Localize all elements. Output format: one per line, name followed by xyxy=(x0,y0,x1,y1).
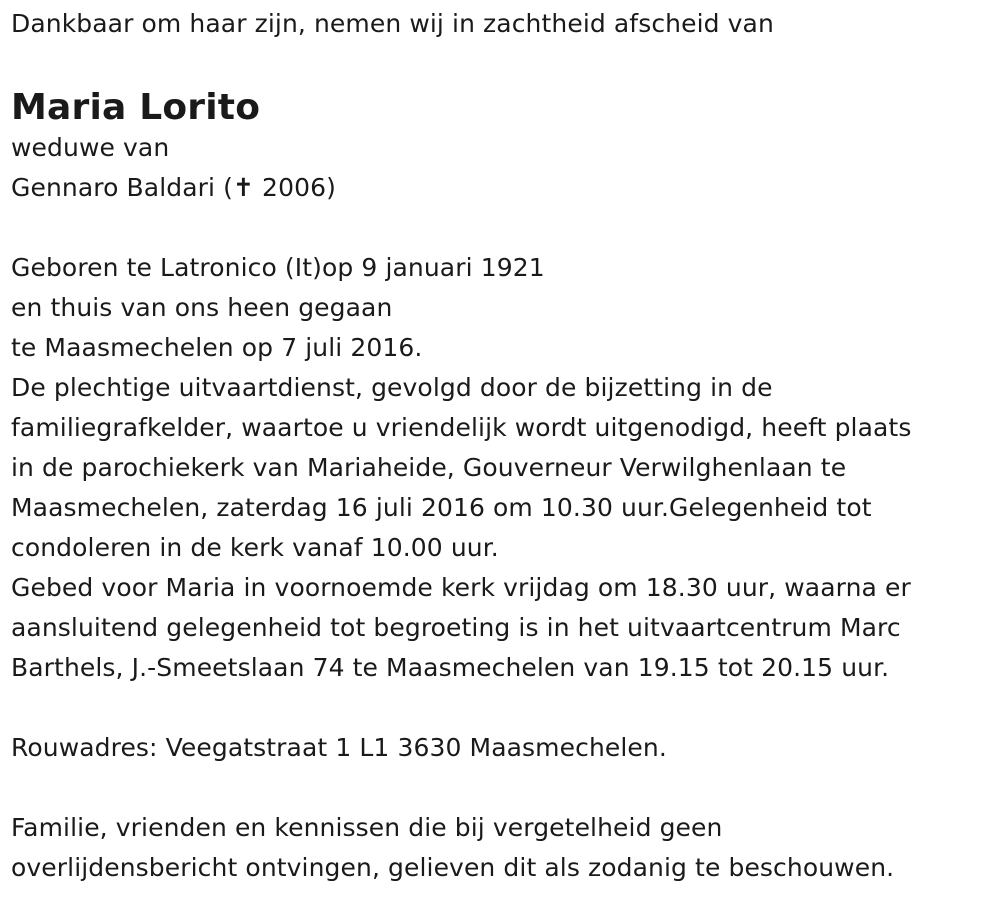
spacer xyxy=(11,688,991,728)
relation-text: weduwe van xyxy=(11,133,170,162)
mourning-address: Rouwadres: Veegatstraat 1 L1 3630 Maasmechelen. xyxy=(11,733,667,762)
deceased-name: Maria Lorito xyxy=(11,87,261,128)
service-line: condoleren in de kerk vanaf 10.00 uur. xyxy=(11,533,499,562)
closing-line: overlijdensbericht ontvingen, gelieven dit als zodanig te beschouwen. xyxy=(11,853,895,882)
death-notice xyxy=(11,4,991,888)
prayer-line: aansluitend gelegenheid tot begroeting is in het uitvaartcentrum Marc xyxy=(11,613,901,642)
spouse-text: Gennaro Baldari (✝ 2006) xyxy=(11,173,336,202)
service-line: in de parochiekerk van Mariaheide, Gouverneur Verwilghenlaan te xyxy=(11,453,847,482)
passing-line: en thuis van ons heen gegaan xyxy=(11,293,393,322)
spacer xyxy=(11,208,991,248)
intro-text: Dankbaar om haar zijn, nemen wij in zachtheid afscheid van xyxy=(11,9,774,38)
service-line: familiegrafkelder, waartoe u vriendelijk wordt uitgenodigd, heeft plaats xyxy=(11,413,912,442)
prayer-block xyxy=(11,568,991,688)
prayer-line: Gebed voor Maria in voornoemde kerk vrijdag om 18.30 uur, waarna er xyxy=(11,573,911,602)
closing-block xyxy=(11,808,991,888)
passing-place-line: te Maasmechelen op 7 juli 2016. xyxy=(11,333,423,362)
prayer-line: Barthels, J.-Smeetslaan 74 te Maasmechelen van 19.15 tot 20.15 uur. xyxy=(11,653,890,682)
birth-death-block xyxy=(11,248,991,368)
service-block xyxy=(11,368,991,568)
service-line: Maasmechelen, zaterdag 16 juli 2016 om 10.30 uur.Gelegenheid tot xyxy=(11,493,872,522)
service-line: De plechtige uitvaartdienst, gevolgd door de bijzetting in de xyxy=(11,373,773,402)
birth-line: Geboren te Latronico (It)op 9 januari 1921 xyxy=(11,253,545,282)
spacer xyxy=(11,768,991,808)
closing-line: Familie, vrienden en kennissen die bij vergetelheid geen xyxy=(11,813,723,842)
